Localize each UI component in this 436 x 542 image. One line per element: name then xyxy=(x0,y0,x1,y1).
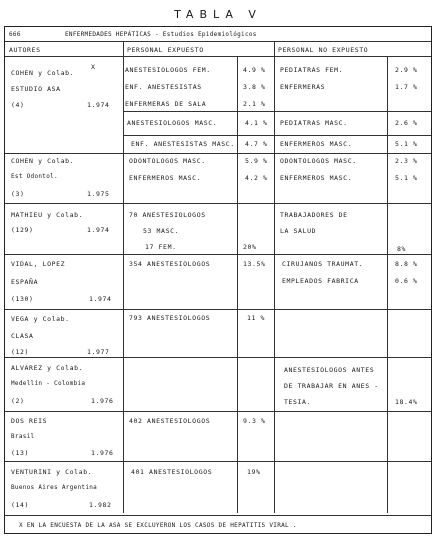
author-ref: (129) xyxy=(11,226,34,234)
author-year: 1.974 xyxy=(87,226,110,234)
divider xyxy=(5,41,431,42)
unexposed-group: DE TRABAJAR EN ANES - xyxy=(284,382,379,390)
author-year: 1.977 xyxy=(87,348,110,356)
divider xyxy=(5,461,431,462)
exposed-value: 4.9 % xyxy=(243,66,266,74)
exposed-group: 354 ANESTESIOLOGOS xyxy=(129,260,211,268)
author-ref: (14) xyxy=(11,501,30,509)
exposed-subgroup: 17 FEM. xyxy=(145,243,177,251)
data-table xyxy=(4,26,432,534)
author-study: CLASA xyxy=(11,332,34,340)
author-name: COHEN y Colab. xyxy=(11,69,75,77)
table-title: TABLA V xyxy=(174,8,262,21)
exposed-value: 4.7 % xyxy=(245,140,268,148)
author-name: VENTURINI y Colab. xyxy=(11,468,93,476)
unexposed-value: 8.8 % xyxy=(395,260,418,268)
unexposed-group: ODONTOLOGOS MASC. xyxy=(280,157,357,165)
unexposed-value: 18.4% xyxy=(395,398,418,406)
column-divider xyxy=(123,41,124,513)
exposed-value: 13.5% xyxy=(243,260,266,268)
exposed-group: ANESTESIOLOGOS FEM. xyxy=(125,66,211,74)
exposed-value: 5.9 % xyxy=(245,157,268,165)
author-ref: (4) xyxy=(11,101,25,109)
author-year: 1.975 xyxy=(87,190,110,198)
exposed-subgroup: 53 MASC. xyxy=(143,227,180,235)
column-header-autores: AUTORES xyxy=(9,46,41,54)
column-header-expuesto: PERSONAL EXPUESTO xyxy=(127,46,204,54)
author-ref: (3) xyxy=(11,190,25,198)
divider xyxy=(5,515,431,516)
author-name: MATHIEU y Colab. xyxy=(11,211,84,219)
exposed-group: ENFERMERAS DE SALA xyxy=(125,100,207,108)
column-header-no-expuesto: PERSONAL NO EXPUESTO xyxy=(278,46,369,54)
exposed-value: 3.8 % xyxy=(243,83,266,91)
author-name: VEGA y Colab. xyxy=(11,315,70,323)
unexposed-group: ANESTESIOLOGOS ANTES xyxy=(284,366,375,374)
divider xyxy=(5,357,431,358)
footnote-mark: X xyxy=(91,63,96,71)
unexposed-group: TRABAJADORES DE xyxy=(280,211,348,219)
author-study: Medellín - Colombia xyxy=(11,380,86,387)
unexposed-value: 1.7 % xyxy=(395,83,418,91)
divider xyxy=(5,153,431,154)
exposed-value: 4.1 % xyxy=(245,119,268,127)
author-study: Est Odontol. xyxy=(11,173,58,180)
author-name: DOS REIS xyxy=(11,417,48,425)
author-country: Buenos Aires Argentina xyxy=(11,484,98,491)
unexposed-value: 2.3 % xyxy=(395,157,418,165)
exposed-group: ENF. ANESTESISTAS MASC. xyxy=(131,140,235,148)
exposed-group: ENFERMEROS MASC. xyxy=(129,174,202,182)
unexposed-group: PEDIATRAS MASC. xyxy=(280,119,348,127)
unexposed-group: EMPLEADOS FABRICA xyxy=(282,277,359,285)
unexposed-group: ENFERMEROS MASC. xyxy=(280,140,353,148)
unexposed-group: ENFERMERAS xyxy=(280,83,326,91)
column-divider xyxy=(274,41,275,513)
author-name: COHEN y Colab. xyxy=(11,157,75,165)
unexposed-value: 0.6 % xyxy=(395,277,418,285)
unexposed-group: PEDIATRAS FEM. xyxy=(280,66,344,74)
author-country: ESPAÑA xyxy=(11,278,39,286)
author-country: Brasil xyxy=(11,433,35,440)
divider xyxy=(5,309,431,310)
author-ref: (12) xyxy=(11,348,30,356)
exposed-group: ENF. ANESTESISTAS xyxy=(125,83,202,91)
footnote: X EN LA ENCUESTA DE LA ASA SE EXCLUYERON LOS CASOS DE HEPATITIS VIRAL . xyxy=(19,522,297,529)
column-divider xyxy=(387,56,388,513)
unexposed-group: CIRUJANOS TRAUMAT. xyxy=(282,260,364,268)
author-year: 1.974 xyxy=(87,101,110,109)
author-year: 1.976 xyxy=(91,397,114,405)
exposed-value: 2.1 % xyxy=(243,100,266,108)
divider xyxy=(5,203,431,204)
exposed-value: 9.3 % xyxy=(243,417,266,425)
author-ref: (130) xyxy=(11,295,34,303)
author-name: VIDAL, LOPEZ xyxy=(11,260,66,268)
author-ref: (2) xyxy=(11,397,25,405)
exposed-group: 70 ANESTESIOLOGOS xyxy=(129,211,206,219)
exposed-group: 401 ANESTESIOLOGOS xyxy=(131,468,213,476)
unexposed-value: 2.6 % xyxy=(395,119,418,127)
exposed-value: 19% xyxy=(247,468,261,476)
unexposed-value: 8% xyxy=(397,245,407,253)
divider xyxy=(5,254,431,255)
exposed-group: 793 ANESTESIOLOGOS xyxy=(129,314,211,322)
divider xyxy=(5,56,431,57)
author-year: 1.982 xyxy=(89,501,112,509)
unexposed-group: ENFERMEROS MASC. xyxy=(280,174,353,182)
divider xyxy=(123,135,431,136)
unexposed-group: TESIA. xyxy=(284,398,312,406)
exposed-value: 11 % xyxy=(247,314,266,322)
author-study: ESTUDIO ASA xyxy=(11,85,61,93)
exposed-group: 402 ANESTESIOLOGOS xyxy=(129,417,211,425)
unexposed-value: 5.1 % xyxy=(395,140,418,148)
exposed-group: ODONTOLOGOS MASC. xyxy=(129,157,206,165)
divider xyxy=(123,111,431,112)
author-year: 1.976 xyxy=(91,449,114,457)
author-ref: (13) xyxy=(11,449,30,457)
divider xyxy=(5,411,431,412)
author-year: 1.974 xyxy=(89,295,112,303)
unexposed-group: LA SALUD xyxy=(280,227,317,235)
author-name: ALVAREZ y Colab. xyxy=(11,364,84,372)
subheader-label: ENFERMEDADES HEPÁTICAS - Estudios Epidemiológicos xyxy=(65,31,257,38)
exposed-value: 20% xyxy=(243,243,257,251)
unexposed-value: 2.9 % xyxy=(395,66,418,74)
column-divider xyxy=(237,56,238,513)
exposed-value: 4.2 % xyxy=(245,174,268,182)
subheader-code: 666 xyxy=(9,31,21,38)
exposed-group: ANESTESIOLOGOS MASC. xyxy=(127,119,218,127)
unexposed-value: 5.1 % xyxy=(395,174,418,182)
